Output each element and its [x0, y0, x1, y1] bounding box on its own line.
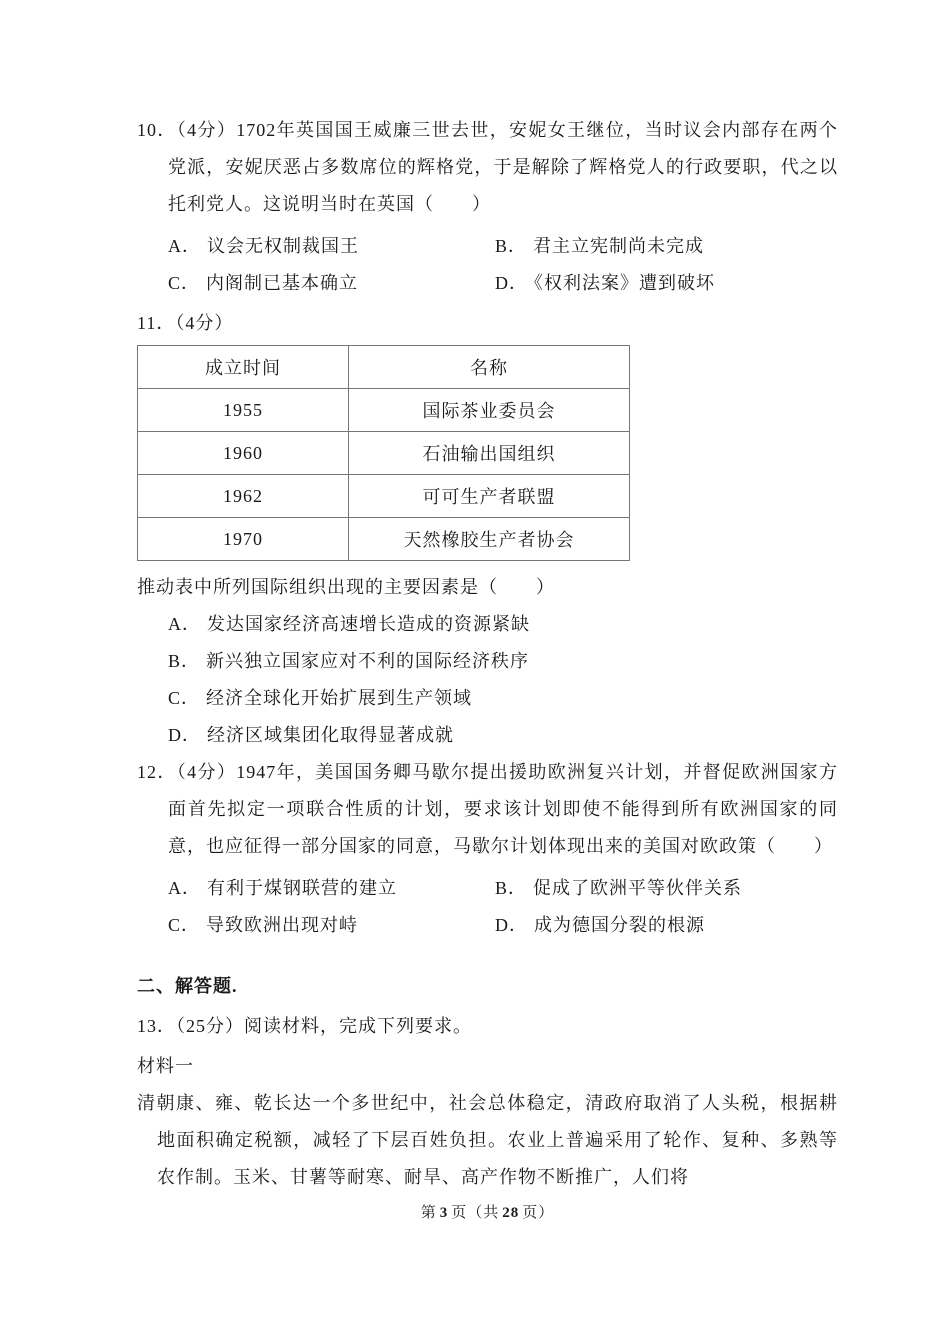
option-12-b-label: B． [495, 878, 528, 898]
option-11-b-label: B． [168, 651, 201, 671]
org-year: 1960 [138, 432, 349, 475]
question-10-text: （4分）1702年英国国王威廉三世去世，安妮女王继位，当时议会内部存在两个党派，安妮厌恶占多数席位的辉格党，于是解除了辉格党人的行政要职，代之以托利党人。这说明当时在英国（ ） [168, 120, 839, 214]
option-12-a-label: A． [168, 878, 201, 898]
option-11-d-text: 经济区域集团化取得显著成就 [207, 725, 454, 745]
question-10-stem [137, 112, 838, 223]
org-name: 天然橡胶生产者协会 [349, 518, 630, 561]
option-12-d-label: D． [495, 915, 528, 935]
footer-middle: 页（共 [451, 1205, 500, 1221]
org-name: 石油输出国组织 [349, 432, 630, 475]
org-table-header-row [138, 346, 630, 389]
question-11-stem: 推动表中所列国际组织出现的主要因素是（ ） [137, 577, 555, 597]
org-name: 可可生产者联盟 [349, 475, 630, 518]
question-12-options [137, 870, 838, 944]
question-11-number: 11． [137, 313, 176, 333]
footer-prefix: 第 [420, 1205, 437, 1221]
option-11-a-label: A． [168, 614, 201, 634]
org-table [137, 345, 630, 561]
option-10-a-label: A． [168, 236, 201, 256]
question-13-stem [137, 1008, 838, 1045]
footer-suffix: 页） [522, 1205, 555, 1221]
question-10-number: 10． [137, 120, 177, 140]
option-11-c-label: C． [168, 688, 201, 708]
section-2-heading: 二、解答题. [137, 976, 238, 996]
option-12-d [495, 907, 838, 944]
question-12-text: （4分）1947年，美国国务卿马歇尔提出援助欧洲复兴计划，并督促欧洲国家方面首先拟定一项联合性质的计划，要求该计划即使不能得到所有欧洲国家的同意，也应征得一部分国家的同意，马歇尔计划体现出来的美国对欧政策（ ） [168, 762, 839, 856]
question-10-options [137, 228, 838, 302]
option-10-a-text: 议会无权制裁国王 [207, 236, 359, 256]
option-10-b [495, 228, 838, 265]
option-12-b [495, 870, 838, 907]
option-10-b-label: B． [495, 236, 528, 256]
org-year: 1970 [138, 518, 349, 561]
option-12-c-label: C． [168, 915, 201, 935]
footer-page-number: 3 [439, 1205, 449, 1221]
option-12-a [168, 870, 495, 907]
page-footer [137, 1198, 838, 1228]
question-11-options [137, 606, 838, 754]
table-row [138, 389, 630, 432]
option-12-c-text: 导致欧洲出现对峙 [206, 915, 359, 935]
org-table-header-name: 名称 [349, 346, 630, 389]
option-10-b-text: 君主立宪制尚未完成 [533, 236, 705, 256]
option-11-a [168, 606, 838, 643]
option-11-a-text: 发达国家经济高速增长造成的资源紧缺 [207, 614, 530, 634]
option-10-d-label: D． [495, 273, 528, 293]
option-11-d [168, 717, 838, 754]
option-10-c [168, 265, 495, 302]
question-13-number: 13． [137, 1016, 176, 1036]
table-row [138, 432, 630, 475]
org-name: 国际茶业委员会 [349, 389, 630, 432]
option-10-d-text: 《权利法案》遭到破坏 [534, 273, 715, 293]
option-11-d-label: D． [168, 725, 201, 745]
table-row [138, 518, 630, 561]
question-13-text: （25分）阅读材料，完成下列要求。 [176, 1016, 472, 1036]
material-1-label: 材料一 [137, 1056, 194, 1076]
option-10-d [495, 265, 838, 302]
option-10-c-text: 内阁制已基本确立 [206, 273, 359, 293]
option-12-c [168, 907, 495, 944]
option-12-a-text: 有利于煤钢联营的建立 [207, 878, 397, 898]
option-11-b [168, 643, 838, 680]
question-11-score: （4分） [175, 313, 234, 333]
org-year: 1955 [138, 389, 349, 432]
question-11-number-line [137, 305, 838, 342]
org-table-header-time: 成立时间 [138, 346, 349, 389]
option-10-a [168, 228, 495, 265]
option-11-c-text: 经济全球化开始扩展到生产领域 [206, 688, 473, 708]
question-12-stem [137, 754, 838, 865]
option-12-d-text: 成为德国分裂的根源 [534, 915, 705, 935]
material-1-text: 清朝康、雍、乾长达一个多世纪中，社会总体稳定，清政府取消了人头税，根据耕地面积确定税额，减轻了下层百姓负担。农业上普遍采用了轮作、复种、多熟等农作制。玉米、甘薯等耐寒、耐旱、高产作物不断推广，人们将 [137, 1093, 838, 1187]
question-12-number: 12． [137, 762, 177, 782]
option-11-c [168, 680, 838, 717]
footer-total-pages: 28 [502, 1205, 520, 1221]
option-11-b-text: 新兴独立国家应对不利的国际经济秩序 [206, 651, 530, 671]
option-12-b-text: 促成了欧洲平等伙伴关系 [533, 878, 743, 898]
option-10-c-label: C． [168, 273, 201, 293]
org-year: 1962 [138, 475, 349, 518]
table-row [138, 475, 630, 518]
